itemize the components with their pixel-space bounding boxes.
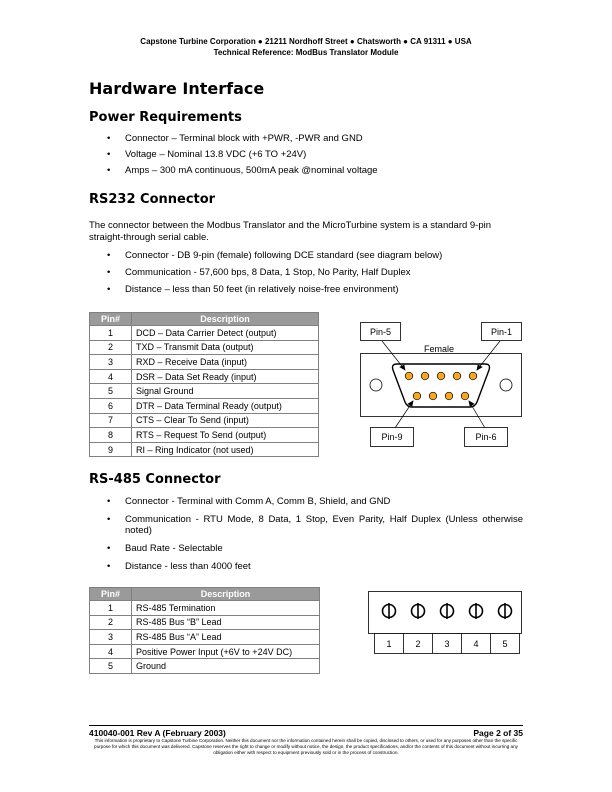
db9-connector-diagram xyxy=(360,322,522,448)
table-row xyxy=(90,601,320,616)
pin-description: RTS – Request To Send (output) xyxy=(132,428,319,443)
list-item: • Communication - RTU Mode, 8 Data, 1 Stop, Even Parity, Half Duplex (Unless otherwise noted) xyxy=(89,514,523,536)
pin-number: 4 xyxy=(90,644,132,659)
proprietary-notice: This information is proprietary to Capstone Turbine Corporation. Neither this document nor the information contained herein shall be copied, disclosed to others, or used for any purposes other than the specific purpose for which this document was delivered. Capstone reserves the right to change or modify without notice, the design, the product specifications, and/or the contents of this document without incurring any obligation either with respect to equipment previously sold or in the process of construction. xyxy=(94,738,518,755)
description-column-header: Description xyxy=(132,313,319,326)
list-item: • Distance - less than 4000 feet xyxy=(89,561,523,572)
table-row xyxy=(90,369,319,384)
table-row xyxy=(90,384,319,399)
pin-column-header: Pin# xyxy=(90,588,132,601)
page-title: Hardware Interface xyxy=(89,79,265,98)
pin-number: 4 xyxy=(90,369,132,384)
pin-description: DCD – Data Carrier Detect (output) xyxy=(132,326,319,341)
table-row xyxy=(90,326,319,341)
pin-description: RXD – Receive Data (input) xyxy=(132,355,319,370)
page-header xyxy=(0,36,612,58)
pin-number: 2 xyxy=(90,340,132,355)
pin-description: RS-485 Bus “B” Lead xyxy=(132,615,320,630)
company-line: Capstone Turbine Corporation ● 21211 Nordhoff Street ● Chatsworth ● CA 91311 ● USA xyxy=(140,37,472,46)
pin-number: 1 xyxy=(90,601,132,616)
pin6-label: Pin-6 xyxy=(475,432,497,442)
rs232-pin-table xyxy=(89,312,319,457)
pin-number: 1 xyxy=(90,326,132,341)
table-row xyxy=(90,442,319,457)
pin-description: Signal Ground xyxy=(132,384,319,399)
pin-number: 5 xyxy=(90,659,132,674)
table-row xyxy=(90,644,320,659)
terminal-block-diagram xyxy=(368,591,522,656)
table-header-row xyxy=(90,588,320,601)
list-item: • Connector - DB 9-pin (female) following DCE standard (see diagram below) xyxy=(89,250,442,261)
pin-number: 3 xyxy=(90,630,132,645)
rs485-heading: RS-485 Connector xyxy=(89,472,221,487)
pin-number: 7 xyxy=(90,413,132,428)
pin-description: TXD – Transmit Data (output) xyxy=(132,340,319,355)
d-sub-shell xyxy=(393,364,490,407)
table-header-row xyxy=(90,313,319,326)
description-column-header: Description xyxy=(132,588,320,601)
pin-description: RI – Ring Indicator (not used) xyxy=(132,442,319,457)
pin-number: 9 xyxy=(90,442,132,457)
table-row xyxy=(90,659,320,674)
pin-description: CTS – Clear To Send (input) xyxy=(132,413,319,428)
page-number: Page 2 of 35 xyxy=(473,728,523,738)
pin-description: RS-485 Bus “A” Lead xyxy=(132,630,320,645)
footer-line xyxy=(89,725,523,738)
table-row xyxy=(90,413,319,428)
mounting-hole-left xyxy=(370,379,382,391)
list-item: • Connector - Terminal with Comm A, Comm B, Shield, and GND xyxy=(89,496,523,507)
table-row xyxy=(90,615,320,630)
female-label: Female xyxy=(423,344,455,354)
table-row xyxy=(90,340,319,355)
rs232-list xyxy=(89,250,442,295)
rs485-pin-table xyxy=(89,587,320,674)
list-item: • Connector – Terminal block with +PWR, -PWR and GND xyxy=(89,133,378,144)
terminal-label-1: 1 xyxy=(386,639,392,649)
pin-number: 3 xyxy=(90,355,132,370)
list-item: • Communication - 57,600 bps, 8 Data, 1 Stop, No Parity, Half Duplex xyxy=(89,267,442,278)
list-item: • Distance – less than 50 feet (in relatively noise-free environment) xyxy=(89,284,442,295)
document-title-line: Technical Reference: ModBus Translator Module xyxy=(213,48,399,57)
pin-description: DTR – Data Terminal Ready (output) xyxy=(132,398,319,413)
rs232-intro: The connector between the Modbus Translator and the MicroTurbine system is a standard 9-pin straight-through serial cable. xyxy=(89,220,492,243)
table-row xyxy=(90,398,319,413)
terminal-label-4: 4 xyxy=(473,639,479,649)
pin-description: RS-485 Termination xyxy=(132,601,320,616)
document-id: 410040-001 Rev A (February 2003) xyxy=(89,728,226,738)
power-heading: Power Requirements xyxy=(89,110,242,125)
list-item: • Amps – 300 mA continuous, 500mA peak @nominal voltage xyxy=(89,165,378,176)
mounting-hole-right xyxy=(500,379,512,391)
pin-description: DSR – Data Set Ready (input) xyxy=(132,369,319,384)
pin-number: 6 xyxy=(90,398,132,413)
pin9-label: Pin-9 xyxy=(381,432,403,442)
table-row xyxy=(90,428,319,443)
table-row xyxy=(90,630,320,645)
pin5-label: Pin-5 xyxy=(369,327,392,337)
pin1-label: Pin-1 xyxy=(490,327,513,337)
terminal-label-5: 5 xyxy=(502,639,508,649)
rs485-list xyxy=(89,496,523,572)
pin-number: 2 xyxy=(90,615,132,630)
terminal-label-2: 2 xyxy=(415,639,421,649)
pin-number: 8 xyxy=(90,428,132,443)
power-list xyxy=(89,133,378,176)
terminal-label-3: 3 xyxy=(444,639,450,649)
list-item: • Voltage – Nominal 13.8 VDC (+6 TO +24V) xyxy=(89,149,378,160)
pin-description: Ground xyxy=(132,659,320,674)
pin-description: Positive Power Input (+6V to +24V DC) xyxy=(132,644,320,659)
pin-column-header: Pin# xyxy=(90,313,132,326)
rs232-heading: RS232 Connector xyxy=(89,192,216,207)
pin-number: 5 xyxy=(90,384,132,399)
table-row xyxy=(90,355,319,370)
list-item: • Baud Rate - Selectable xyxy=(89,543,523,554)
